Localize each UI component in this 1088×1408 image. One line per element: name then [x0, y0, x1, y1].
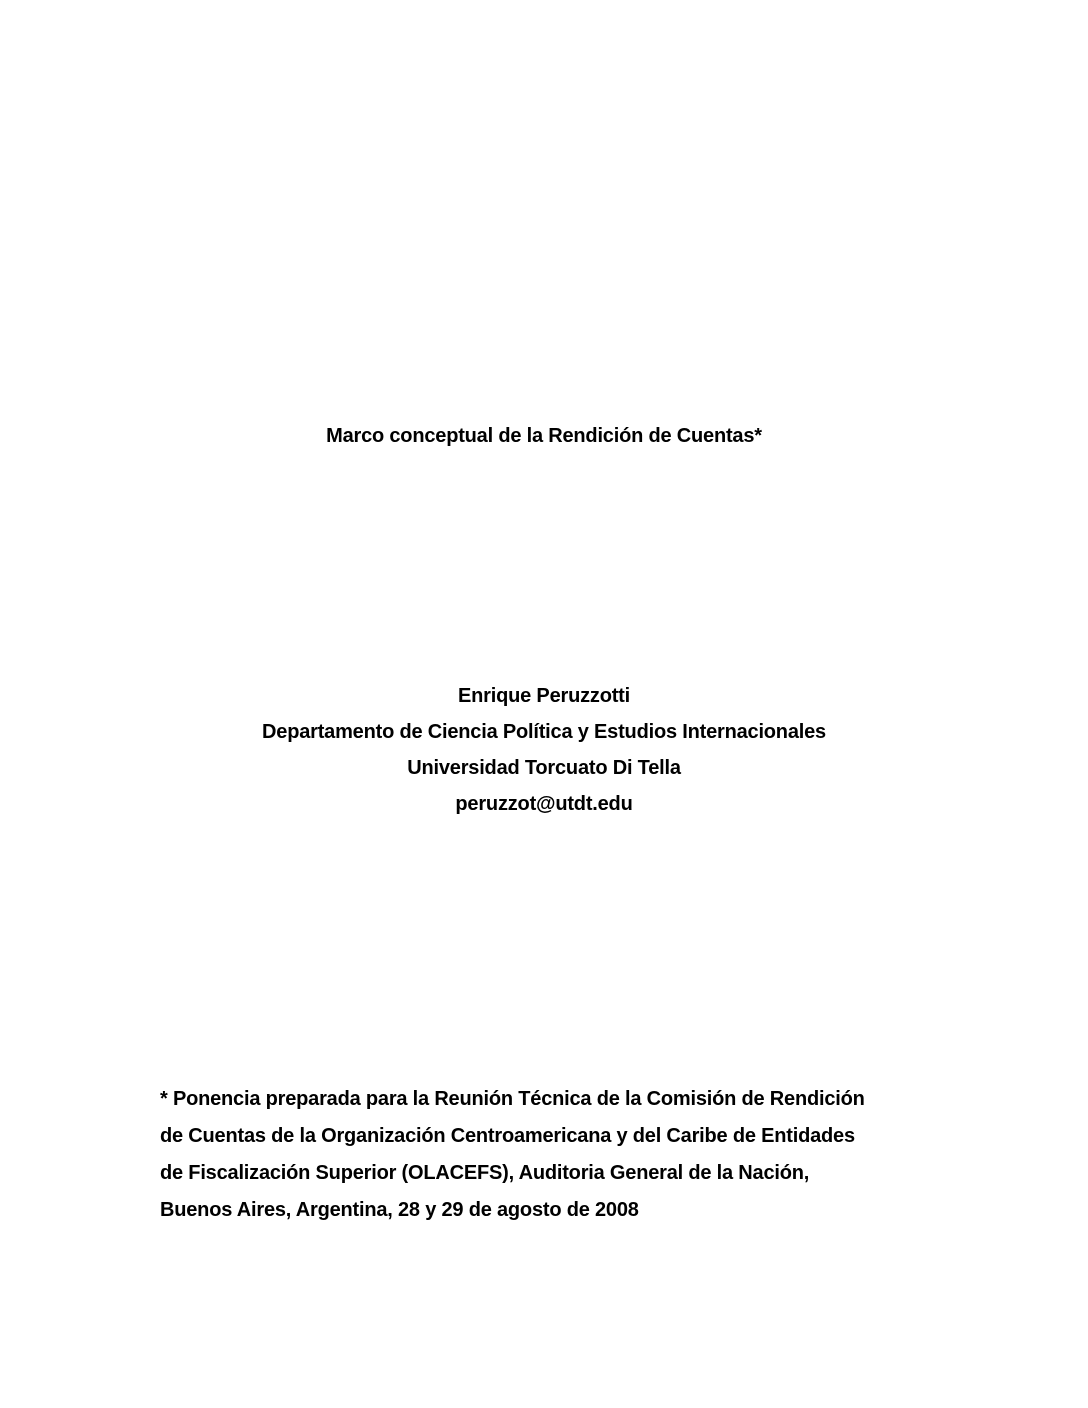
author-email: peruzzot@utdt.edu — [455, 793, 633, 815]
footnote — [160, 1081, 960, 1229]
footnote-line: de Cuentas de la Organización Centroamericana y del Caribe de Entidades — [160, 1125, 855, 1147]
document-title: Marco conceptual de la Rendición de Cuentas* — [326, 425, 762, 447]
author-block — [0, 678, 1088, 822]
footnote-line: Buenos Aires, Argentina, 28 y 29 de agosto de 2008 — [160, 1199, 639, 1221]
author-university: Universidad Torcuato Di Tella — [407, 757, 681, 779]
author-name: Enrique Peruzzotti — [458, 685, 630, 707]
author-department: Departamento de Ciencia Política y Estudios Internacionales — [262, 721, 826, 743]
footnote-line: de Fiscalización Superior (OLACEFS), Auditoria General de la Nación, — [160, 1162, 810, 1184]
footnote-line: * Ponencia preparada para la Reunión Técnica de la Comisión de Rendición — [160, 1088, 865, 1110]
